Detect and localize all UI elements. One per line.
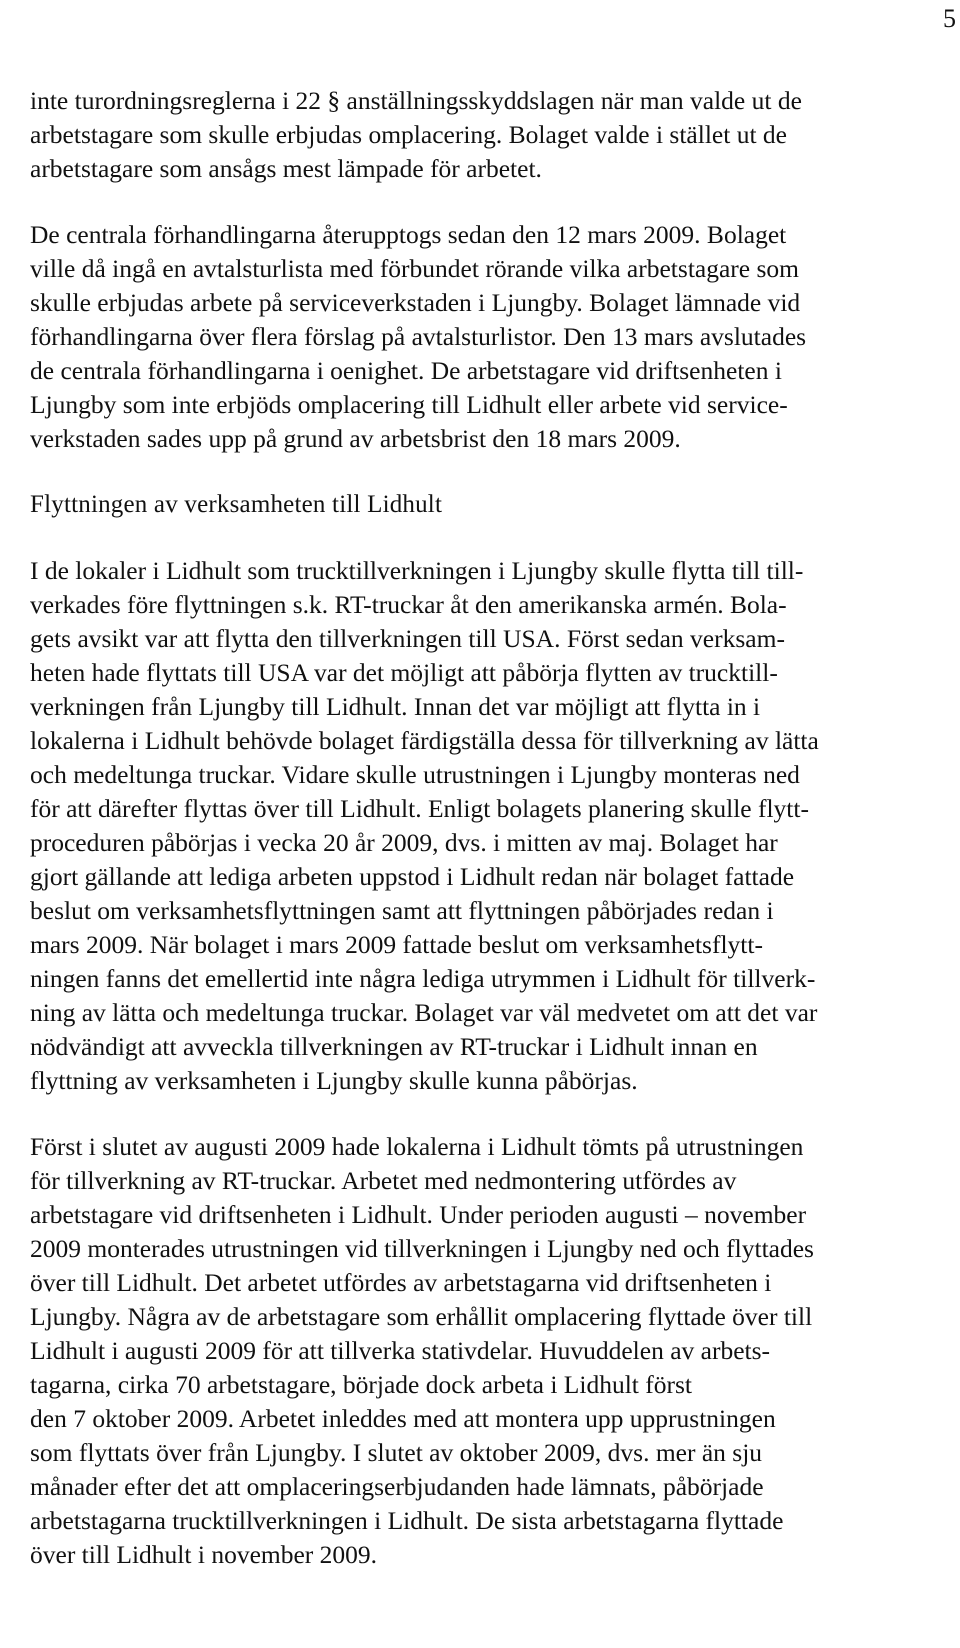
paragraph-line: förhandlingarna över flera förslag på avtalsturlistor. Den 13 mars avslutades <box>30 322 807 351</box>
paragraph-gap <box>30 186 922 218</box>
paragraph-gap <box>30 456 922 488</box>
paragraph-line: verkstaden sades upp på grund av arbetsbrist den 18 mars 2009. <box>30 424 681 453</box>
paragraph-4 <box>30 1130 922 1572</box>
paragraph-line: proceduren påbörjas i vecka 20 år 2009, dvs. i mitten av maj. Bolaget har <box>30 828 778 857</box>
paragraph-line: den 7 oktober 2009. Arbetet inleddes med att montera upp upprustningen <box>30 1404 776 1433</box>
paragraph-gap <box>30 522 922 554</box>
paragraph-line: arbetstagare som ansågs mest lämpade för arbetet. <box>30 154 542 183</box>
paragraph-line: ning av lätta och medeltunga truckar. Bolaget var väl medvetet om att det var <box>30 998 818 1027</box>
paragraph-line: inte turordningsreglerna i 22 § anställningsskyddslagen när man valde ut de <box>30 86 802 115</box>
paragraph-line: arbetstagare som skulle erbjudas omplacering. Bolaget valde i stället ut de <box>30 120 787 149</box>
paragraph-line: gets avsikt var att flytta den tillverkningen till USA. Först sedan verksam- <box>30 624 785 653</box>
paragraph-line: heten hade flyttats till USA var det möjligt att påbörja flytten av trucktill- <box>30 658 778 687</box>
paragraph-1 <box>30 84 922 186</box>
paragraph-line: de centrala förhandlingarna i oenighet. De arbetstagare vid driftsenheten i <box>30 356 782 385</box>
section-heading: Flyttningen av verksamheten till Lidhult <box>30 491 443 518</box>
paragraph-line: arbetstagare vid driftsenheten i Lidhult. Under perioden augusti – november <box>30 1200 807 1229</box>
paragraph-line: för att därefter flyttas över till Lidhult. Enligt bolagets planering skulle flytt- <box>30 794 809 823</box>
paragraph-2 <box>30 218 922 456</box>
paragraph-line: lokalerna i Lidhult behövde bolaget färdigställa dessa för tillverkning av lätta <box>30 726 819 755</box>
paragraph-gap <box>30 1098 922 1130</box>
paragraph-line: nödvändigt att avveckla tillverkningen av RT-truckar i Lidhult innan en <box>30 1032 758 1061</box>
paragraph-line: 2009 monterades utrustningen vid tillverkningen i Ljungby ned och flyttades <box>30 1234 814 1263</box>
paragraph-line: ningen fanns det emellertid inte några lediga utrymmen i Lidhult för tillverk- <box>30 964 816 993</box>
paragraph-line: gjort gällande att lediga arbeten uppstod i Lidhult redan när bolaget fattade <box>30 862 795 891</box>
paragraph-line: månader efter det att omplaceringserbjudanden hade lämnats, påbörjade <box>30 1472 764 1501</box>
paragraph-line: flyttning av verksamheten i Ljungby skulle kunna påbörjas. <box>30 1066 638 1095</box>
paragraph-line: Lidhult i augusti 2009 för att tillverka stativdelar. Huvuddelen av arbets- <box>30 1336 771 1365</box>
paragraph-line: över till Lidhult. Det arbetet utfördes av arbetstagarna vid driftsenheten i <box>30 1268 772 1297</box>
paragraph-line: över till Lidhult i november 2009. <box>30 1540 378 1569</box>
paragraph-line: arbetstagarna trucktillverkningen i Lidhult. De sista arbetstagarna flyttade <box>30 1506 784 1535</box>
paragraph-line: Först i slutet av augusti 2009 hade lokalerna i Lidhult tömts på utrustningen <box>30 1132 804 1161</box>
paragraph-line: beslut om verksamhetsflyttningen samt att flyttningen påbörjades redan i <box>30 896 774 925</box>
paragraph-line: för tillverkning av RT-truckar. Arbetet med nedmontering utfördes av <box>30 1166 737 1195</box>
paragraph-3 <box>30 554 922 1098</box>
paragraph-line: I de lokaler i Lidhult som trucktillverkningen i Ljungby skulle flytta till till- <box>30 556 804 585</box>
paragraph-line: mars 2009. När bolaget i mars 2009 fattade beslut om verksamhetsflytt- <box>30 930 763 959</box>
paragraph-line: verkningen från Ljungby till Lidhult. Innan det var möjligt att flytta in i <box>30 692 761 721</box>
paragraph-line: och medeltunga truckar. Vidare skulle utrustningen i Ljungby monteras ned <box>30 760 800 789</box>
paragraph-line: ville då ingå en avtalsturlista med förbundet rörande vilka arbetstagare som <box>30 254 799 283</box>
document-body <box>30 84 922 1572</box>
paragraph-line: Ljungby som inte erbjöds omplacering till Lidhult eller arbete vid service- <box>30 390 788 419</box>
paragraph-line: som flyttats över från Ljungby. I slutet av oktober 2009, dvs. mer än sju <box>30 1438 763 1467</box>
paragraph-line: skulle erbjudas arbete på serviceverkstaden i Ljungby. Bolaget lämnade vid <box>30 288 801 317</box>
paragraph-line: De centrala förhandlingarna återupptogs sedan den 12 mars 2009. Bolaget <box>30 220 787 249</box>
paragraph-line: verkades före flyttningen s.k. RT-truckar åt den amerikanska armén. Bola- <box>30 590 787 619</box>
paragraph-line: Ljungby. Några av de arbetstagare som erhållit omplacering flyttade över till <box>30 1302 813 1331</box>
paragraph-line: tagarna, cirka 70 arbetstagare, började dock arbeta i Lidhult först <box>30 1370 693 1399</box>
page-number: 5 <box>943 4 956 33</box>
